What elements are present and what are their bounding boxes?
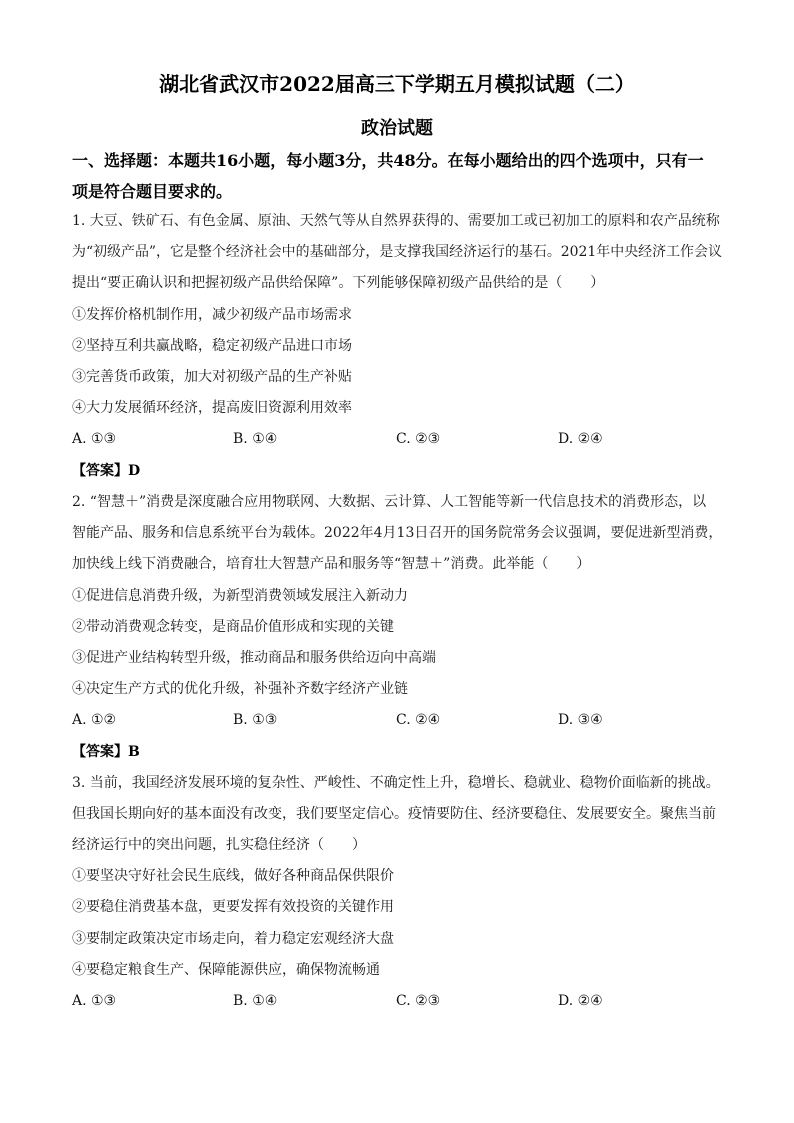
subject-title: 政治试题 [361,118,433,139]
question-2-answer: 【答案】B [72,744,140,760]
question-1-text-line-1: 1. 大豆、铁矿石、有色金属、原油、天然气等从自然界获得的、需要加工或已初加工的原料和农产品统称 [72,213,720,229]
question-3-statement-3: ③要制定政策决定市场走向，着力稳定宏观经济大盘 [72,931,394,947]
question-3-text-line-1: 3. 当前，我国经济发展环境的复杂性、严峻性、不确定性上升，稳增长、稳就业、稳物价面临新的挑战。 [72,775,720,791]
question-2-option-c: C. ②④ [396,712,441,728]
question-3-statement-1: ①要坚决守好社会民生底线，做好各种商品保供限价 [72,868,394,884]
question-1-option-b: B. ①④ [233,431,278,447]
question-1-statement-2: ②坚持互利共赢战略，稳定初级产品进口市场 [72,338,352,354]
question-1-option-d: D. ②④ [558,431,603,447]
question-1-statement-3: ③完善货币政策，加大对初级产品的生产补贴 [72,369,352,385]
question-2-option-b: B. ①③ [233,712,278,728]
question-1-answer: 【答案】D [72,463,141,479]
question-1-option-a: A. ①③ [72,431,117,447]
question-3-text-line-3: 经济运行中的突出问题，扎实稳住经济（ ） [72,837,366,853]
question-3-option-b: B. ①④ [233,993,278,1009]
question-2-option-d: D. ③④ [558,712,603,728]
question-2-statement-1: ①促进信息消费升级，为新型消费领域发展注入新动力 [72,588,408,604]
question-2-statement-2: ②带动消费观念转变，是商品价值形成和实现的关键 [72,619,394,635]
exam-title: 湖北省武汉市2022届高三下学期五月模拟试题（二） [159,72,635,96]
question-1-option-c: C. ②③ [396,431,441,447]
question-3-statement-4: ④要稳定粮食生产、保障能源供应，确保物流畅通 [72,962,380,978]
question-1-statement-1: ①发挥价格机制作用，减少初级产品市场需求 [72,307,352,323]
question-2-text-line-2: 智能产品、服务和信息系统平台为载体。2022年4月13日召开的国务院常务会议强调，要促进新型消费， [72,525,723,541]
question-3-statement-2: ②要稳住消费基本盘，更要发挥有效投资的关键作用 [72,899,394,915]
question-3-text-line-2: 但我国长期向好的基本面没有改变，我们要坚定信心。疫情要防住、经济要稳住、发展要安全。聚焦当前 [72,806,716,822]
question-3-option-d: D. ②④ [558,993,603,1009]
question-2-statement-4: ④决定生产方式的优化升级，补强补齐数字经济产业链 [72,681,408,697]
question-2-text-line-1: 2. “智慧＋”消费是深度融合应用物联网、大数据、云计算、人工智能等新一代信息技术的消费形态，以 [72,494,707,510]
question-1-text-line-3: 提出“要正确认识和把握初级产品供给保障”。下列能够保障初级产品供给的是（ ） [72,275,605,291]
question-1-statement-4: ④大力发展循环经济，提高废旧资源利用效率 [72,400,352,416]
question-2-text-line-3: 加快线上线下消费融合，培育壮大智慧产品和服务等“智慧＋”消费。此举能（ ） [72,556,591,572]
question-2-option-a: A. ①② [72,712,117,728]
section-heading-line-2: 项是符合题目要求的。 [72,182,233,201]
question-1-text-line-2: 为“初级产品”，它是整个经济社会中的基础部分，是支撑我国经济运行的基石。2021年中央经济工作会议 [72,244,722,260]
question-2-statement-3: ③促进产业结构转型升级，推动商品和服务供给迈向中高端 [72,650,436,666]
question-3-option-a: A. ①③ [72,993,117,1009]
question-3-option-c: C. ②③ [396,993,441,1009]
section-heading-line-1: 一、选择题：本题共16小题，每小题3分，共48分。在每小题给出的四个选项中，只有一 [72,151,704,170]
